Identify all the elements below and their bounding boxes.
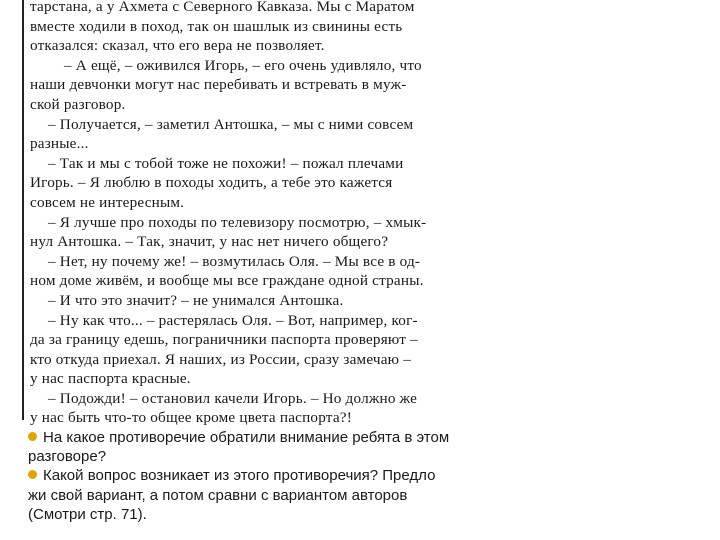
text-line: ской разговор.	[30, 95, 126, 113]
text-line: разные...	[30, 135, 89, 153]
margin-rule	[22, 0, 24, 420]
text-line: кто откуда приехал. Я наших, из России, сразу замечаю –	[30, 350, 412, 368]
question-line: (Смотри стр. 71).	[28, 505, 147, 523]
question-line: жи свой вариант, а потом сравни с вариантом авторов	[28, 486, 408, 504]
text-line: – Подожди! – остановил качели Игорь. – Но должно же	[48, 389, 418, 407]
question-text: Какой вопрос возникает из этого противоречия? Предло	[43, 467, 436, 485]
question-line: разговоре?	[28, 448, 107, 466]
text-line: – Нет, ну почему же! – возмутилась Оля. – Мы все в од-	[48, 252, 421, 270]
text-line: да за границу едешь, пограничники паспорта проверяют –	[30, 331, 418, 349]
questions-block	[28, 428, 538, 524]
text-line: наши девчонки могут нас перебивать и встревать в муж-	[30, 76, 407, 94]
text-line: у нас паспорта красные.	[30, 370, 191, 388]
text-line: – И что это значит? – не унимался Антошка.	[48, 291, 344, 309]
text-line: – Так и мы с тобой тоже не похожи! – пожал плечами	[48, 154, 404, 172]
text-line: ном доме живём, и вообще мы все граждане одной страны.	[30, 272, 424, 290]
text-line: Игорь. – Я люблю в походы ходить, а тебе это кажется	[30, 174, 393, 192]
text-line: – А ещё, – оживился Игорь, – его очень удивляло, что	[64, 56, 422, 74]
question-line	[28, 466, 538, 485]
text-line: совсем не интересным.	[30, 193, 185, 211]
text-line: у нас быть что-то общее кроме цвета паспорта?!	[30, 409, 352, 427]
question-text: На какое противоречие обратили внимание ребята в этом	[43, 429, 450, 446]
bullet-icon	[28, 432, 37, 441]
text-line: – Ну как что... – растерялась Оля. – Вот, например, ког-	[48, 311, 418, 329]
text-line: – Получается, – заметил Антошка, – мы с ними совсем	[48, 115, 414, 133]
text-line: тарстана, а у Ахмета с Северного Кавказа. Мы с Маратом	[30, 0, 415, 15]
text-line: – Я лучше про походы по телевизору посмотрю, – хмык-	[48, 213, 427, 231]
bullet-icon	[28, 470, 37, 479]
dialogue-text	[30, 0, 540, 428]
text-line: нул Антошка. – Так, значит, у нас нет ничего общего?	[30, 233, 389, 251]
text-line: отказался: сказал, что его вера не позволяет.	[30, 37, 325, 55]
question-line	[28, 428, 538, 447]
text-line: вместе ходили в поход, так он шашлык из свинины есть	[30, 17, 403, 35]
